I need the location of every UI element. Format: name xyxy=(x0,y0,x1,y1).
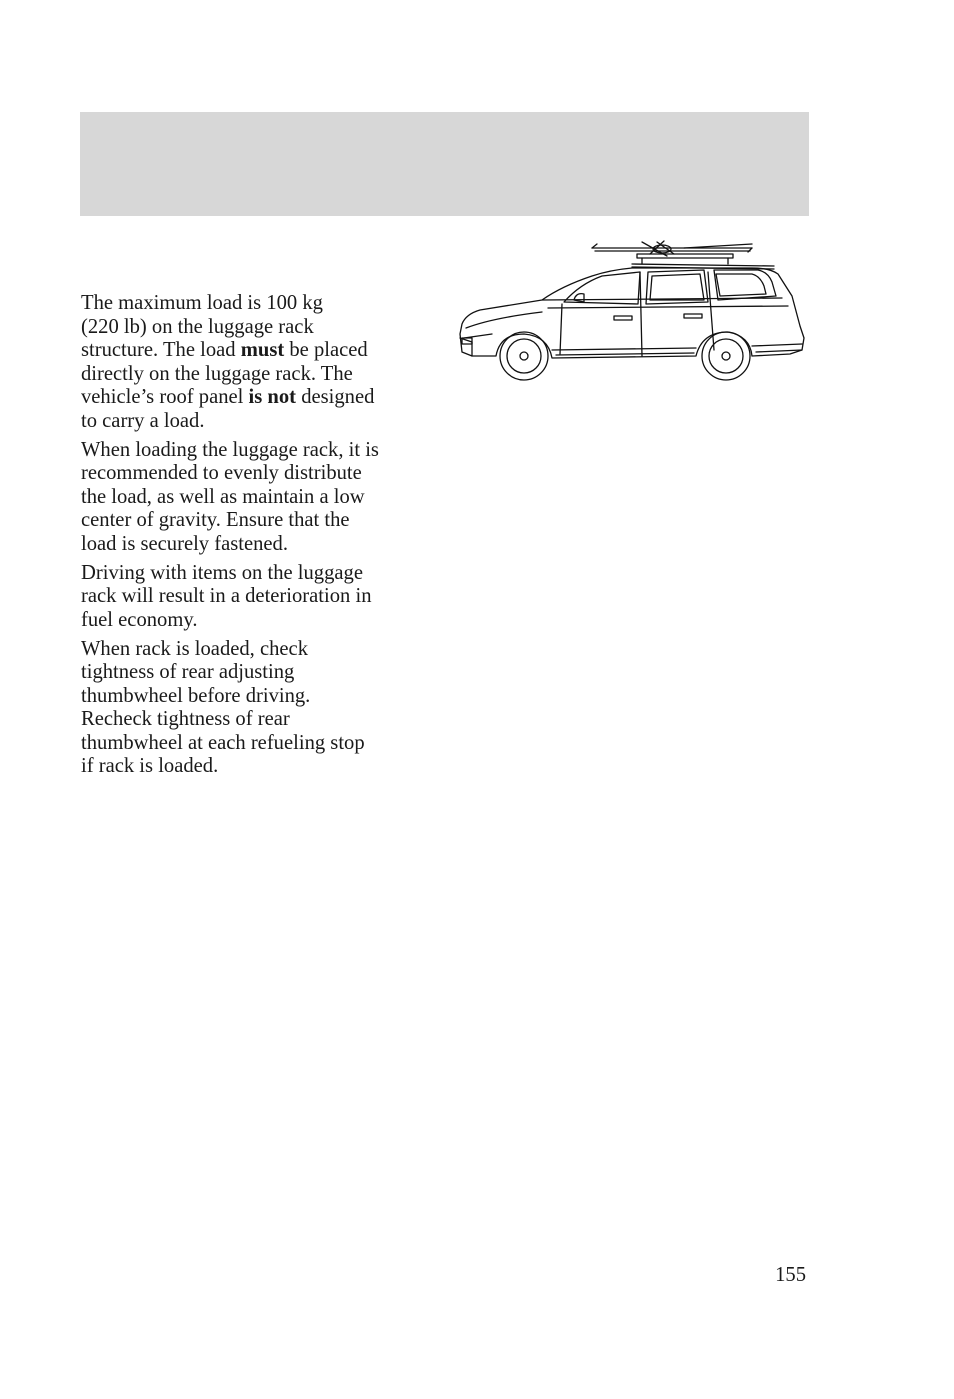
text-line: the load, as well as maintain a low xyxy=(81,485,365,508)
text-line: Driving with items on the luggage xyxy=(81,561,363,584)
paragraph-loading-advice xyxy=(81,439,436,557)
text-line: When rack is loaded, check xyxy=(81,637,308,660)
car-doors xyxy=(560,272,714,356)
station-wagon-with-roof-rack-illustration xyxy=(452,238,808,384)
emphasis-is-not: is not xyxy=(248,386,297,408)
text-line: Recheck tightness of rear xyxy=(81,708,290,730)
text-line: designed xyxy=(296,386,375,408)
text-line: fuel economy. xyxy=(81,608,198,631)
text-line: load is securely fastened. xyxy=(81,532,289,555)
body-text xyxy=(81,292,436,784)
roof-rack xyxy=(632,254,774,269)
paragraph-thumbwheel xyxy=(81,638,436,779)
text-line: recommended to evenly distribute xyxy=(81,462,362,484)
emphasis-must: must xyxy=(240,339,285,361)
text-line: The maximum load is 100 kg xyxy=(81,292,323,314)
section-header-band xyxy=(80,112,809,216)
paragraph-fuel-economy xyxy=(81,562,436,633)
text-line: structure. The load xyxy=(81,339,241,361)
text-line: if rack is loaded. xyxy=(81,755,219,777)
text-line: (220 lb) on the luggage rack xyxy=(81,315,314,338)
text-line: to carry a load. xyxy=(81,409,205,432)
text-line: When loading the luggage rack, it is xyxy=(81,438,379,461)
text-line: directly on the luggage rack. The xyxy=(81,362,353,385)
text-line: rack will result in a deterioration in xyxy=(81,585,372,607)
text-line: center of gravity. Ensure that the xyxy=(81,509,350,531)
front-wheel xyxy=(500,332,548,380)
text-line: vehicle’s roof panel xyxy=(81,386,249,408)
text-line: thumbwheel before driving. xyxy=(81,684,311,707)
rear-wheel xyxy=(702,332,750,380)
text-line: tightness of rear adjusting xyxy=(81,661,295,683)
text-line: thumbwheel at each refueling stop xyxy=(81,731,365,754)
text-line: be placed xyxy=(284,339,368,361)
page-number: 155 xyxy=(775,1264,806,1286)
paragraph-max-load xyxy=(81,292,436,433)
